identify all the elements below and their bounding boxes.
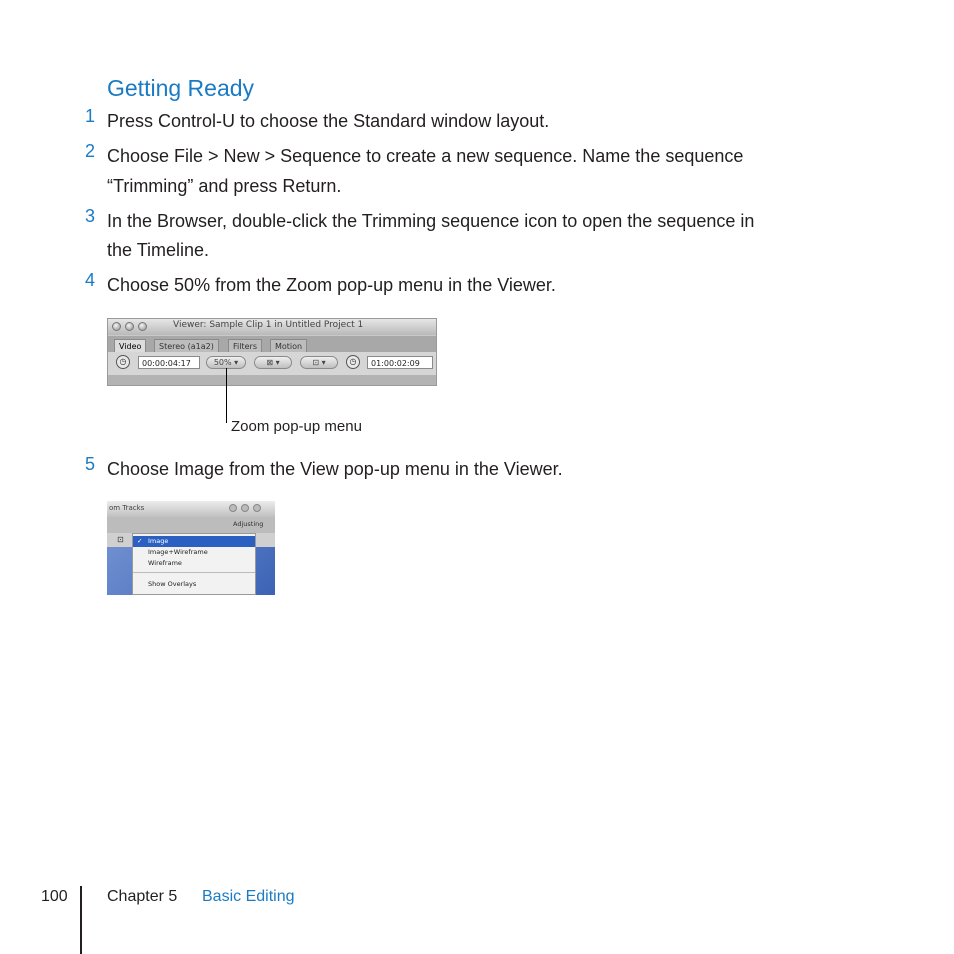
view2-tab-row bbox=[107, 517, 275, 533]
callout-leader-line bbox=[226, 368, 227, 423]
step-text: Choose 50% from the Zoom pop-up menu in the Viewer. bbox=[107, 275, 556, 295]
timecode-field: 01:00:02:09 bbox=[367, 356, 433, 369]
zoom-popup-menu: 50% ▾ bbox=[206, 356, 246, 369]
viewer-title: Viewer: Sample Clip 1 in Untitled Project 1 bbox=[173, 320, 364, 330]
viewer-tab-bar bbox=[108, 336, 436, 352]
step-text: Choose File > New > Sequence to create a new sequence. Name the sequence bbox=[107, 146, 744, 166]
zoom-value: 50% bbox=[213, 358, 232, 367]
tab-video: Video bbox=[114, 339, 146, 352]
tab-motion: Motion bbox=[270, 339, 307, 352]
tab-filters: Filters bbox=[228, 339, 262, 352]
viewer-bottom-edge bbox=[108, 375, 436, 386]
viewer-controls bbox=[108, 352, 436, 375]
menu-item-wireframe: Wireframe bbox=[148, 559, 182, 567]
step-text-continued: “Trimming” and press Return. bbox=[107, 176, 342, 196]
step-number: 1 bbox=[85, 106, 96, 126]
page-heading: Getting Ready bbox=[107, 75, 255, 101]
zoom-window-icon bbox=[138, 322, 147, 331]
window-button-icon bbox=[241, 504, 249, 512]
close-window-icon bbox=[112, 322, 121, 331]
step-number: 3 bbox=[85, 206, 96, 226]
checkmark-icon: ✓ bbox=[137, 537, 143, 545]
menu-item-image-wireframe: Image+Wireframe bbox=[148, 548, 208, 556]
step-text: Press Control-U to choose the Standard window layout. bbox=[107, 111, 550, 131]
step-text-continued: the Timeline. bbox=[107, 240, 210, 260]
tab-stereo: Stereo (a1a2) bbox=[154, 339, 219, 352]
page-number: 100 bbox=[41, 888, 68, 905]
view-menu-screenshot bbox=[107, 501, 275, 595]
step-number: 2 bbox=[85, 141, 96, 161]
minimize-window-icon bbox=[125, 322, 134, 331]
footer-divider bbox=[80, 886, 82, 954]
step-text: In the Browser, double-click the Trimming sequence icon to open the sequence in bbox=[107, 211, 755, 231]
view-dropdown-menu bbox=[132, 533, 256, 595]
window-button-icon bbox=[229, 504, 237, 512]
overlay-popup-menu: ⊡ ▾ bbox=[300, 356, 338, 369]
menu-item-show-overlays: Show Overlays bbox=[148, 580, 197, 588]
menu-item-image: ✓ Image bbox=[133, 536, 255, 547]
duration-clock-icon: ◷ bbox=[116, 355, 130, 369]
window-button-icon bbox=[253, 504, 261, 512]
callout-label: Zoom pop-up menu bbox=[231, 418, 362, 435]
step-number: 5 bbox=[85, 454, 96, 474]
view2-header-left: om Tracks bbox=[109, 504, 145, 512]
viewer-screenshot bbox=[107, 318, 437, 386]
viewer-titlebar bbox=[108, 319, 436, 335]
footer-chapter: Chapter 5 bbox=[107, 888, 178, 905]
view2-header bbox=[107, 501, 275, 517]
step-text: Choose Image from the View pop-up menu in the Viewer. bbox=[107, 459, 563, 479]
timecode-clock-icon: ◷ bbox=[346, 355, 360, 369]
view-popup-menu: ⊠ ▾ bbox=[254, 356, 292, 369]
footer-section: Basic Editing bbox=[202, 888, 295, 905]
duration-field: 00:00:04:17 bbox=[138, 356, 200, 369]
view-popup-icon: ⊡ bbox=[117, 535, 124, 544]
view2-header-right: Adjusting bbox=[233, 520, 264, 528]
menu-separator bbox=[133, 572, 255, 573]
step-number: 4 bbox=[85, 270, 96, 290]
